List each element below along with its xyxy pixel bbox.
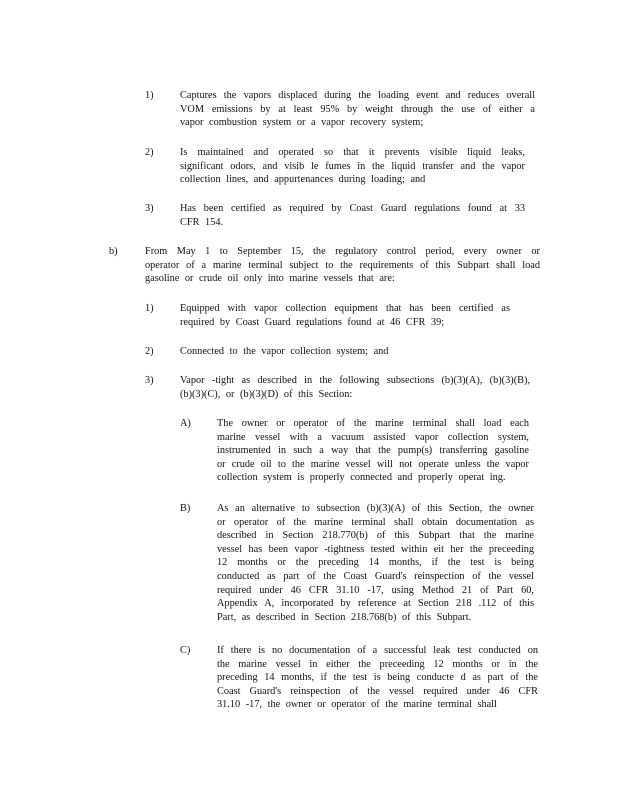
text-line: described in Section 218.770(b) of this Subpart that the marine (217, 530, 534, 542)
text-line: vapor combustion system or a vapor recovery system; (180, 117, 424, 129)
item-text (180, 89, 535, 130)
item-text (180, 345, 420, 359)
item-text (217, 417, 529, 485)
text-line: vessel has been vapor -tightness tested within eit her the preceeding (217, 543, 534, 555)
text-line: marine vessel with a vacuum assisted vapor collection system, (217, 431, 529, 443)
text-line: collection lines, and appurtenances during loading; and (180, 174, 426, 186)
item-text (180, 302, 510, 329)
text-line: Has been certified as required by Coast Guard regulations found at 33 (180, 203, 525, 214)
item-label: B) (180, 503, 191, 514)
text-line: required under 46 CFR 31.10 -17, using Method 21 of Part 60, (217, 584, 534, 596)
text-line: Appendix A, incorporated by reference at Section 218 .112 of this (217, 598, 534, 610)
text-line: (b)(3)(C), or (b)(3)(D) of this Section: (180, 388, 353, 400)
text-line: or operator of the marine terminal shall obtain documentation as (217, 516, 534, 528)
text-line: From May 1 to September 15, the regulatory control period, every owner or (145, 246, 540, 257)
text-line: Vapor -tight as described in the following subsections (b)(3)(A), (b)(3)(B), (180, 375, 530, 386)
text-line: Captures the vapors displaced during the loading event and reduces overall (180, 90, 535, 101)
text-line: 12 months or the preceding 14 months, if the test is being (217, 557, 534, 569)
text-line: required by Coast Guard regulations found at 46 CFR 39; (180, 316, 445, 328)
item-text (180, 146, 525, 187)
text-line: collection system is properly connected and properly operat ing. (217, 472, 506, 484)
text-line: significant odors, and visib le fumes in the liquid transfer and the vapor (180, 160, 525, 172)
text-line: conducted as part of the Coast Guard's reinspection of the vessel (217, 570, 534, 582)
item-label: b) (109, 246, 118, 257)
item-label: 3) (145, 375, 154, 386)
item-label: 1) (145, 303, 154, 314)
item-text (145, 245, 540, 286)
text-line: Is maintained and operated so that it prevents visible liquid leaks, (180, 147, 525, 158)
text-line: Connected to the vapor collection system; and (180, 346, 389, 357)
text-line: the marine vessel in either the preceeding 12 months or in the (217, 658, 538, 670)
text-line: If there is no documentation of a successful leak test conducted on (217, 645, 538, 656)
item-label: 1) (145, 90, 154, 101)
text-line: Part, as described in Section 218.768(b) of this Subpart. (217, 611, 472, 623)
item-label: 2) (145, 147, 154, 158)
item-text (180, 374, 530, 401)
text-line: Coast Guard's reinspection of the vessel required under 46 CFR (217, 685, 538, 697)
item-label: A) (180, 418, 191, 429)
text-line: VOM emissions by at least 95% by weight through the use of either a (180, 103, 535, 115)
text-line: Equipped with vapor collection equipment that has been certified as (180, 303, 510, 314)
item-text (217, 644, 538, 712)
text-line: instrumented in such a way that the pump(s) transferring gasoline (217, 445, 529, 457)
text-line: or crude oil to the marine vessel will not operate unless the vapor (217, 458, 529, 470)
text-line: operator of a marine terminal subject to the requirements of this Subpart shall load (145, 259, 540, 271)
text-line: The owner or operator of the marine terminal shall load each (217, 418, 529, 429)
item-text (217, 502, 534, 624)
item-label: C) (180, 645, 191, 656)
text-line: CFR 154. (180, 216, 224, 228)
text-line: gasoline or crude oil only into marine vessels that are: (145, 273, 395, 285)
item-label: 2) (145, 346, 154, 357)
text-line: 31.10 -17, the owner or operator of the marine terminal shall (217, 699, 497, 711)
text-line: As an alternative to subsection (b)(3)(A) of this Section, the owner (217, 503, 534, 514)
item-text (180, 202, 525, 229)
item-label: 3) (145, 203, 154, 214)
text-line: preceding 14 months, if the test is being conducte d as part of the (217, 672, 538, 684)
